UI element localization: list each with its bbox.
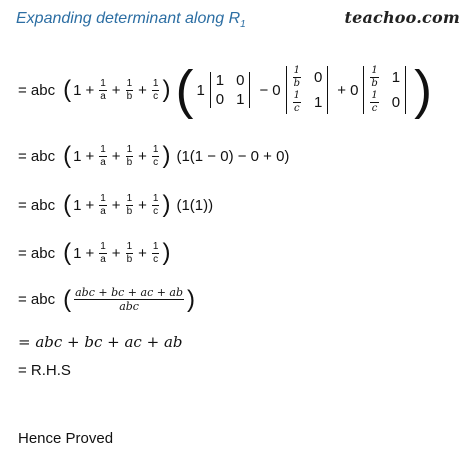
step-line-7: = R.H.S (18, 362, 71, 379)
frac-1-b: $\frac{1}{b}$ (126, 77, 133, 102)
coef-2: 0 (272, 81, 281, 99)
section-heading (16, 10, 246, 30)
big-close-paren: ) (414, 60, 433, 120)
line2-rest: (1(1 − 0) − 0 + 0) (176, 147, 290, 165)
plus: + (85, 81, 95, 99)
frac-1-a: $\frac{1}{a}$ (100, 77, 106, 102)
minor-1: 1 0 0 1 (210, 72, 251, 108)
heading-text: Expanding determinant along R (16, 10, 241, 27)
step-line-4: = abc ( 1 + $\frac{1}{a}$ + $\frac{1}{b}$ + $\frac{1}{c}$ ) (18, 239, 171, 266)
plus: + (111, 81, 121, 99)
coef-1: 1 (196, 81, 205, 99)
open-paren: ( (63, 76, 72, 103)
step-line-2: = abc ( 1 + $\frac{1}{a}$ + $\frac{1}{b}$ + $\frac{1}{c}$ ) (1(1 − 0) − 0 + 0) (18, 142, 290, 169)
one: 1 (73, 81, 82, 99)
step-line-3: = abc ( 1 + $\frac{1}{a}$ + $\frac{1}{b}$ + $\frac{1}{c}$ ) (1(1)) (18, 191, 214, 218)
step-line-6: = abc + bc + ac + ab (18, 333, 183, 351)
minus: − (259, 81, 269, 99)
lhs: = abc (18, 81, 56, 99)
brand-logo: teachoo.com (344, 8, 460, 27)
step-line-1 (18, 60, 435, 120)
big-fraction: $\frac{\text{abc + bc + ac + ab}}{\text{abc}}$ (75, 286, 184, 313)
big-open-paren: ( (175, 60, 194, 120)
plus: + (138, 81, 147, 99)
plus: + (337, 81, 347, 99)
conclusion: Hence Proved (18, 430, 114, 447)
heading-subscript: 1 (240, 19, 246, 31)
coef-3: 0 (350, 81, 359, 99)
minor-3: $\frac{1}{b}$ 1 $\frac{1}{c}$ 0 (363, 66, 406, 114)
step-line-5: = abc ( $\frac{\text{abc + bc + ac + ab}}{\text{abc}}$ ) (18, 285, 196, 313)
line3-rest: (1(1)) (176, 196, 214, 214)
close-paren: ) (162, 76, 171, 103)
minor-2: $\frac{1}{b}$ 0 $\frac{1}{c}$ 1 (286, 66, 329, 114)
frac-1-c: $\frac{1}{c}$ (152, 77, 159, 102)
